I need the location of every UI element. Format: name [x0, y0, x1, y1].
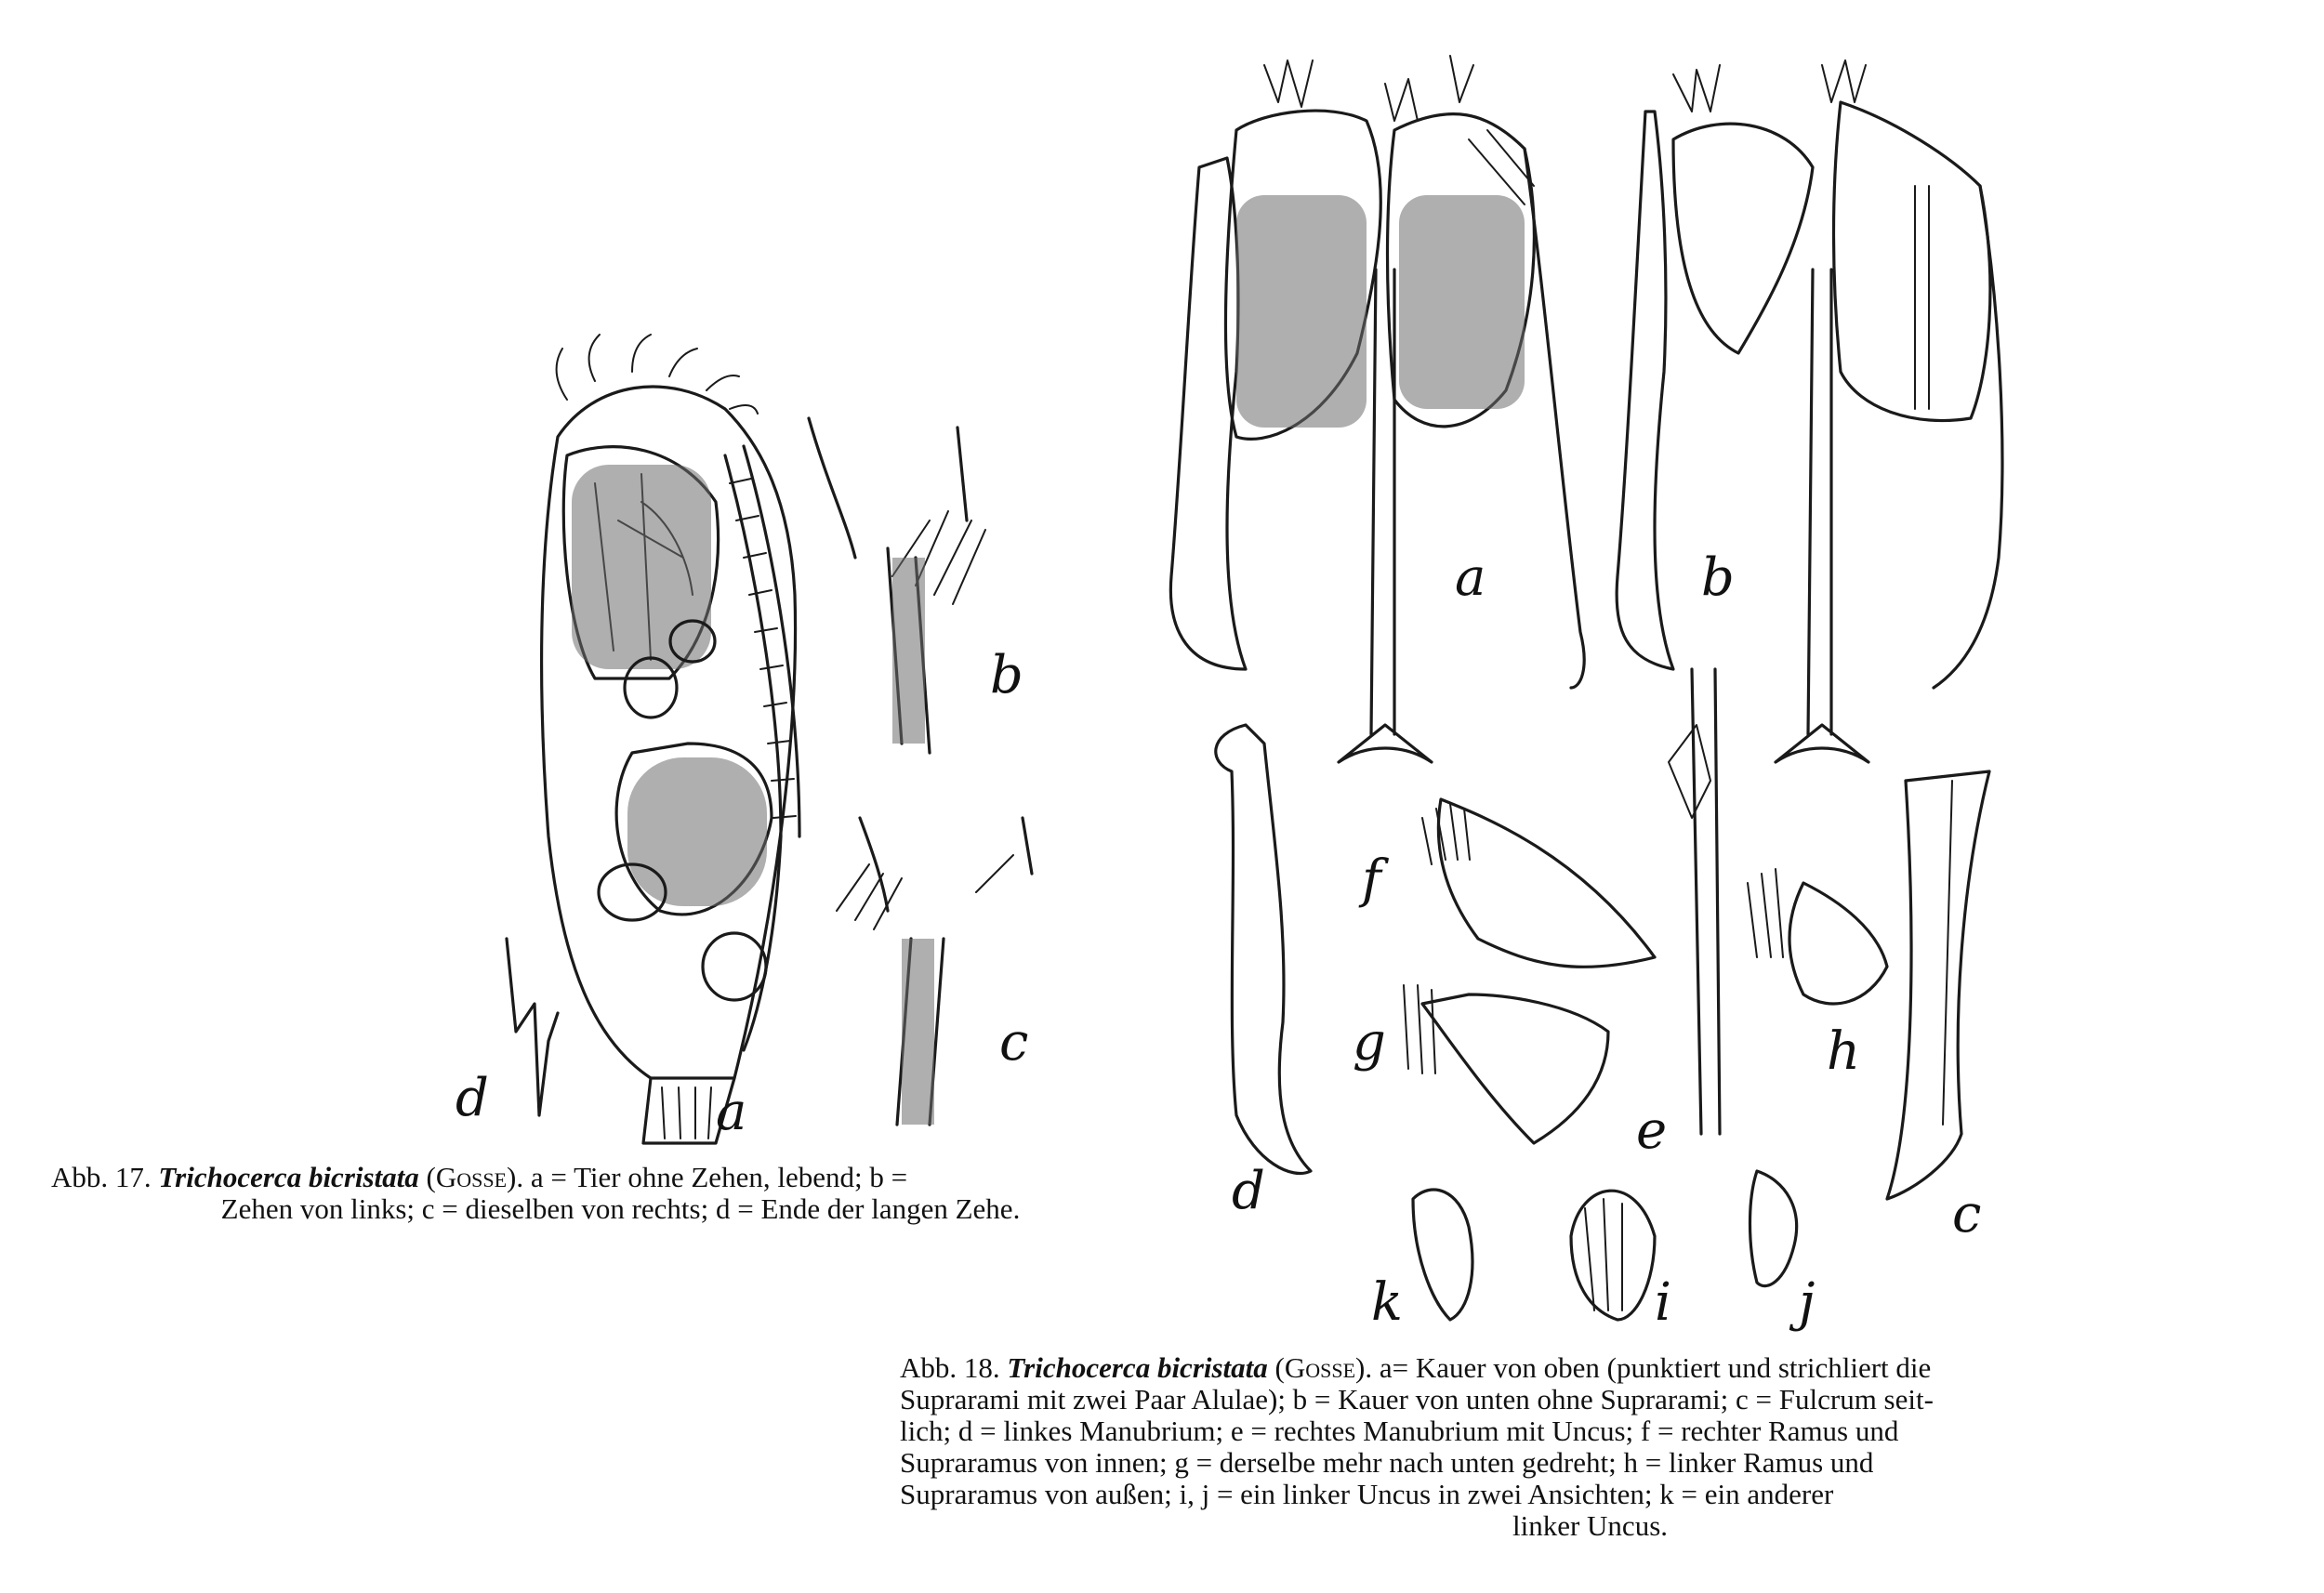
fig17-caption-line1 [51, 1162, 1190, 1193]
fig18-label-f: f [1362, 849, 1381, 910]
fig18-caption-line5: Supraramus von außen; i, j = ein linker Uncus in zwei Ansichten; k = ein anderer [900, 1478, 1834, 1510]
fig18-drawing-f-right-ramus [1422, 799, 1655, 967]
fig18-label-j: j [1799, 1272, 1816, 1333]
fig18-caption-line4: Supraramus von innen; g = derselbe mehr nach unten gedreht; h = linker Ramus und [900, 1446, 1874, 1479]
fig18-caption-line1-rest: a= Kauer von oben (punktiert und strichliert die [1379, 1351, 1932, 1384]
fig18-drawing-k-uncus [1413, 1190, 1472, 1320]
fig18-caption-line1 [900, 1352, 2280, 1384]
fig18-label-i: i [1655, 1272, 1671, 1333]
fig17-drawing-b-toes-left [809, 418, 985, 753]
fig17-label-c: c [999, 1012, 1029, 1073]
fig18-label-e: e [1636, 1100, 1668, 1161]
fig18-drawing-b-trophi-ventral [1617, 60, 2002, 762]
fig18-caption-number: Abb. 18. [900, 1351, 1000, 1384]
fig18-label-b: b [1701, 547, 1735, 608]
fig18-label-c: c [1952, 1184, 1982, 1244]
fig18-drawing-h-left-ramus [1748, 869, 1887, 1004]
fig17-caption-author: (Gosse). [426, 1161, 524, 1193]
fig17-label-d: d [456, 1068, 489, 1128]
fig17-caption-number: Abb. 17. [51, 1161, 152, 1193]
fig18-caption-species: Trichocerca bicristata [1007, 1351, 1268, 1384]
fig18-caption-author: (Gosse). [1274, 1351, 1373, 1384]
fig18-drawing-i-uncus [1571, 1191, 1655, 1320]
fig18-label-d: d [1232, 1161, 1265, 1221]
fig17-label-a: a [716, 1082, 747, 1142]
fig18-panel-labels [1232, 547, 1981, 1333]
fig17-drawing-c-toes-right [837, 818, 1032, 1125]
fig17-caption-species: Trichocerca bicristata [158, 1161, 419, 1193]
fig18-drawing-a-trophi-dorsal [1170, 56, 1584, 762]
fig18-drawing-j-uncus [1750, 1171, 1797, 1286]
fig18-label-k: k [1371, 1272, 1403, 1333]
fig18-label-g: g [1353, 1012, 1386, 1073]
fig18-label-a: a [1455, 547, 1486, 608]
fig17-drawing-d-toe-end [507, 939, 558, 1115]
fig18-caption-line2: Suprarami mit zwei Paar Alulae); b = Kauer von unten ohne Suprarami; c = Fulcrum seit- [900, 1383, 1934, 1415]
fig18-drawing-g-ramus-rotated [1404, 985, 1608, 1143]
fig18-drawing-d-left-manubrium [1216, 725, 1311, 1174]
fig17-caption [51, 1162, 1190, 1225]
fig18-caption-line3: lich; d = linkes Manubrium; e = rechtes Manubrium mit Uncus; f = rechter Ramus und [900, 1415, 1899, 1447]
fig18-label-h: h [1827, 1021, 1861, 1082]
fig18-caption-line6: linker Uncus. [1512, 1509, 1669, 1542]
fig17-drawing-a-animal [542, 335, 799, 1143]
fig18-caption [900, 1352, 2280, 1542]
fig17-caption-line1-rest: a = Tier ohne Zehen, lebend; b = [530, 1161, 908, 1193]
fig18-drawing-e-right-manubrium [1669, 669, 1720, 1134]
fig17-caption-line2: Zehen von links; c = dieselben von rechts; d = Ende der langen Zehe. [220, 1192, 1021, 1225]
fig18-drawing-c-fulcrum [1887, 771, 1989, 1199]
fig17-label-b: b [990, 645, 1023, 705]
